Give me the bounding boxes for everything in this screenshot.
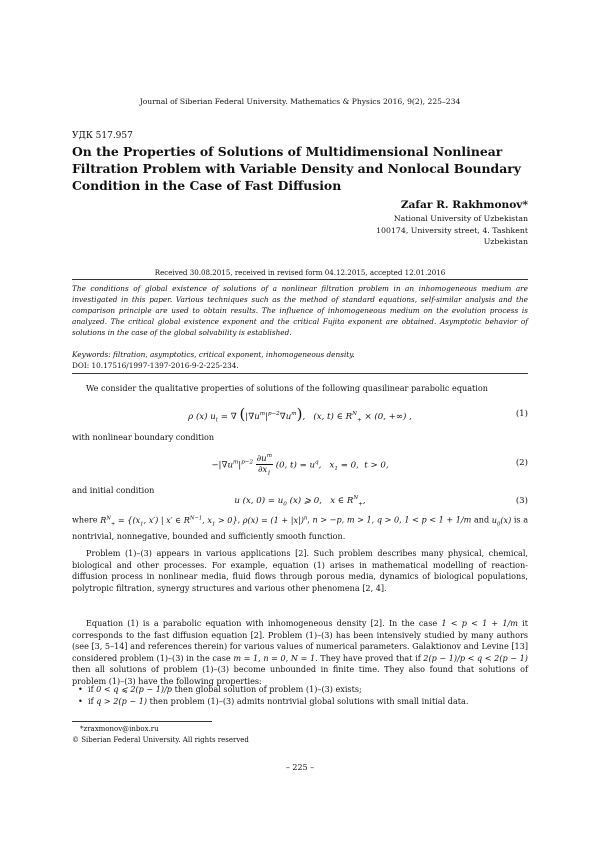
- affiliation-line: National University of Uzbekistan: [393, 214, 528, 223]
- affiliation-line: Uzbekistan: [483, 237, 528, 246]
- applications-paragraph: Problem (1)–(3) appears in various applications [2]. Such problem describes many physical, chemical, biological and other processes. For example, equation (1) arises in mathematical modelling of reaction-diffusion process in nonlinear media, fluid flows through porous media, dynamics of biological populations, polytropic filtration, synergy structures and various other phenomena [2, 4].: [72, 548, 528, 593]
- paper-title: On the Properties of Solutions of Multidimensional Nonlinear Filtration Problem with Variable Density and Nonlocal Boundary Condition in the Case of Fast Diffusion: [72, 144, 521, 193]
- doi: DOI: 10.17516/1997-1397-2016-9-2-225-234.: [72, 361, 239, 370]
- abstract: The conditions of global existence of solutions of a nonlinear filtration problem in an inhomogeneous medium are investigated in this paper. Various techniques such as the method of standard equations, self-similar analysis and the comparison principle are used to obtain results. The influence of inhomogeneous medium on the evolution process is analyzed. The critical global existence exponent and the critical Fujita exponent are obtained. Asymptotic behavior of solutions in the case of the global solvability is established.: [72, 284, 528, 337]
- received-dates: Received 30.08.2015, received in revised form 04.12.2015, accepted 12.01.2016: [154, 268, 446, 277]
- journal-header: Journal of Siberian Federal University. Mathematics & Physics 2016, 9(2), 225–234: [139, 97, 461, 106]
- equation-2-formula: $-|\nabla u^m|^{p-2}$ $\frac{\partial u^m}{\partial x_1}$ (0, $t) = u^q$, $x_1 = 0$, t > 0,: [211, 453, 389, 477]
- equation-3: [72, 495, 528, 511]
- intro-paragraph: We consider the qualitative properties of solutions of the following quasilinear parabolic equation: [86, 383, 488, 393]
- abstract-top-rule: [72, 279, 528, 280]
- udk-code: УДК 517.957: [72, 131, 133, 141]
- copyright-footnote: © Siberian Federal University. All rights reserved: [72, 736, 249, 744]
- keywords: Keywords: filtration, asymptotics, critical exponent, inhomogeneous density.: [72, 350, 355, 359]
- equation-1: [72, 405, 528, 427]
- initial-condition-intro: and initial condition: [72, 485, 155, 495]
- equation-1-formula: ρ (x) $u_t$ = ∇ $(|\nabla u^m|^{p-2}\nabla u^m)$, (x, t) ∈ $R^N_+ \times (0$, +∞) ,: [188, 405, 412, 424]
- boundary-condition-intro: with nonlinear boundary condition: [72, 432, 215, 442]
- affiliation-line: 100174, University street, 4. Tashkent: [376, 225, 528, 235]
- equation-3-number: (3): [515, 496, 528, 506]
- equation-2: [72, 449, 528, 477]
- property-bullet-1: • if 0 < q ⩽ 2(p − 1)/p then global solution of problem (1)–(3) exists;: [78, 684, 362, 694]
- footnote-rule: [72, 721, 212, 722]
- author-email-footnote: *zraxmonov@inbox.ru: [80, 725, 159, 733]
- author-affiliation: [376, 213, 528, 248]
- abstract-bottom-rule: [72, 373, 528, 374]
- page-number: – 225 –: [285, 763, 315, 772]
- property-bullet-2: • if q > 2(p − 1) then problem (1)–(3) admits nontrivial global solutions with small initial data.: [78, 696, 469, 706]
- literature-paragraph: Equation (1) is a parabolic equation with inhomogeneous density [2]. In the case 1 < p < 1 + 1/m it corresponds to the fast diffusion equation [2]. Problem (1)–(3) has been intensively studied by many authors (see [3, 5–14] and references therein) for various values of numerical parameters. Galaktionov and Levine [13] considered problem (1)–(3) in the case m = 1, n = 0, N = 1. They have proved that if 2(p − 1)/p < q < 2(p − 1) then all solutions of problem (1)–(3) become unbounded in finite time. They also found that solutions of problem (1)–(3) have the following properties:: [72, 618, 528, 686]
- author-name: Zafar R. Rakhmonov*: [400, 199, 528, 211]
- equation-3-formula: u (x, $0) = u_0$ (x) ⩾ 0, x ∈ $R^N_+$,: [234, 495, 366, 508]
- equation-1-number: (1): [515, 409, 528, 419]
- parameters-paragraph: where $R^N_+ = \{(x_1$, x′) | x′ ∈ $R^{N-1}$, $x_1 > 0$}, $\rho(x) = (1 + |x|)^n$, n > −p, m > 1, q > 0, 1 < p < 1 + 1/m and $u_0(x)$ is a nontrivial, nonnegative, bounded and sufficiently smooth function.: [72, 514, 529, 541]
- equation-2-number: (2): [515, 458, 528, 468]
